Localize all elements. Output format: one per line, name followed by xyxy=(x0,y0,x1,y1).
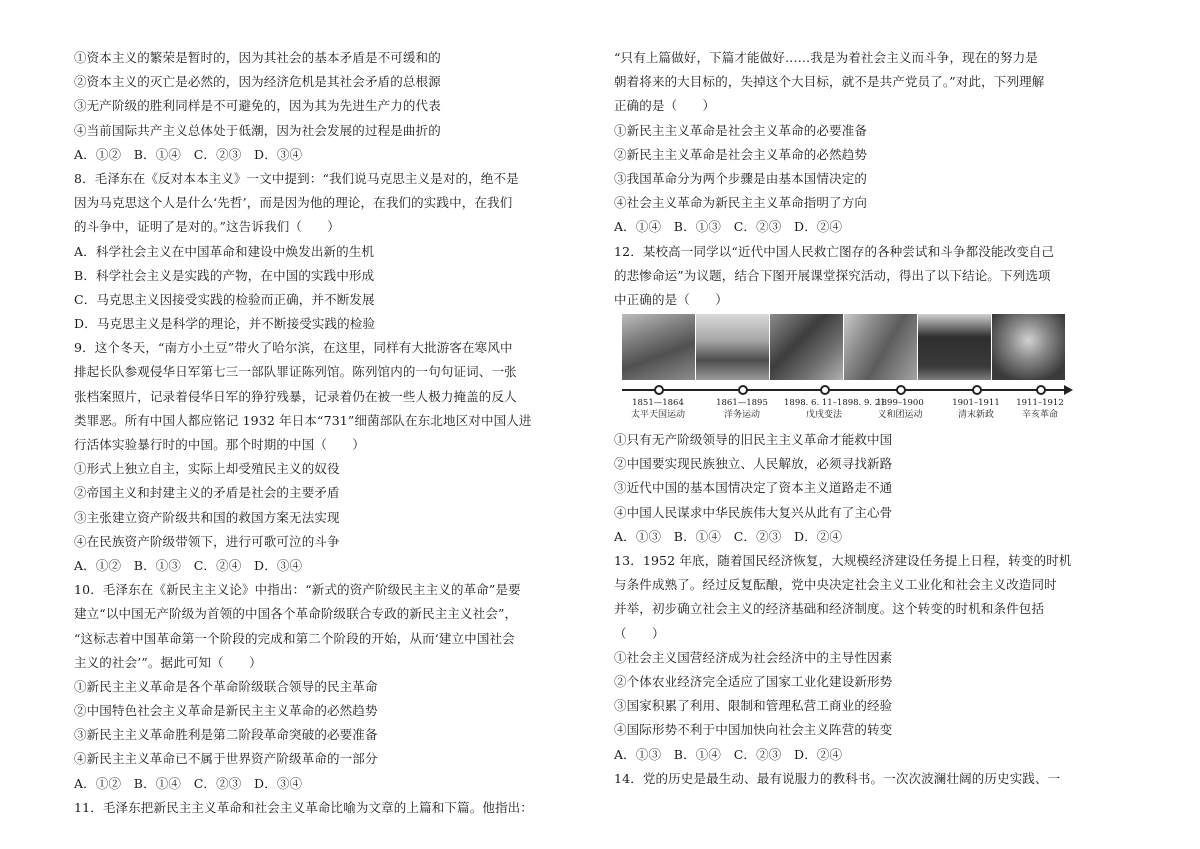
text-line: ③无产阶级的胜利同样是不可避免的，因为其为先进生产力的代表 xyxy=(74,98,441,114)
text-line: “这标志着中国革命第一个阶段的完成和第二个阶段的开始，从而‘建立中国社会 xyxy=(74,630,515,646)
timeline-date: 1911–1912 xyxy=(1016,398,1064,409)
timeline-marker xyxy=(738,385,748,395)
text-line: （ ） xyxy=(614,625,665,641)
option-line: C．马克思主义因接受实践的检验而正确，并不断发展 xyxy=(74,291,375,307)
answer-options: A．①③ B．①④ C．②③ D．②④ xyxy=(614,746,843,762)
timeline-event: 洋务运动 xyxy=(723,410,760,421)
boxer-photo xyxy=(844,314,918,380)
question-11-stem: 11．毛泽东把新民主主义革命和社会主义革命比喻为文章的上篇和下篇。他指出： xyxy=(74,799,533,815)
timeline-axis xyxy=(622,389,1066,391)
statement-line: ④在民族资产阶级带领下，进行可歌可泣的斗争 xyxy=(74,533,340,549)
option-line: D．马克思主义是科学的理论，并不断接受实践的检验 xyxy=(74,316,376,332)
text-line: 建立“以中国无产阶级为首领的中国各个革命阶级联合专政的新民主主义社会”， xyxy=(74,606,518,622)
statement-line: ②新民主主义革命是社会主义革命的必然趋势 xyxy=(614,146,868,162)
timeline-event: 戊戌变法 xyxy=(805,410,842,421)
text-line: 张档案照片，记录着侵华日军的狰狞残暴，记录着仍在被一些人极力掩盖的反人 xyxy=(74,388,517,404)
text-line: 类罪恶。所有中国人都应铭记 1932 年日本“731”细菌部队在东北地区对中国人进 xyxy=(74,412,532,428)
timeline-label xyxy=(860,397,940,422)
timeline-label xyxy=(702,397,782,422)
statement-line: ①形式上独立自主，实际上却受殖民主义的奴役 xyxy=(74,461,340,477)
timeline-date: 1901–1911 xyxy=(952,398,1000,409)
timeline-label xyxy=(618,397,698,422)
statement-line: ②个体农业经济完全适应了国家工业化建设新形势 xyxy=(614,673,893,689)
answer-options: A．①④ B．①③ C．②③ D．②④ xyxy=(614,219,843,235)
timeline-label xyxy=(784,397,886,422)
text-line: 中正确的是（ ） xyxy=(614,291,728,307)
question-8-stem: 8．毛泽东在《反对本本主义》一文中提到：“我们说马克思主义是对的，绝不是 xyxy=(74,170,519,186)
text-line: 的斗争中，证明了是对的。”这告诉我们（ ） xyxy=(74,219,340,235)
text-line: 行活体实验暴行时的中国。那个时期的中国（ ） xyxy=(74,437,365,452)
statement-line: ①新民主主义革命是社会主义革命的必要准备 xyxy=(614,122,868,138)
timeline-marker xyxy=(820,385,830,395)
statement-line: ②中国要实现民族独立、人民解放，必须寻找新路 xyxy=(614,456,893,472)
statement-line: ③新民主主义革命胜利是第二阶段革命突破的必要准备 xyxy=(74,727,378,743)
taiping-photo xyxy=(622,314,696,380)
text-line: 主义的社会’”。据此可知（ ） xyxy=(74,654,262,670)
question-9-stem: 9．这个冬天，“南方小土豆”带火了哈尔滨，在这里，同样有大批游客在寒风中 xyxy=(74,340,513,356)
text-line: “只有上篇做好，下篇才能做好……我是为着社会主义而斗争，现在的努力是 xyxy=(614,50,1038,65)
text-line: 并举，初步确立社会主义的经济基础和经济制度。这个转变的时机和条件包括 xyxy=(614,601,1045,617)
text-line: 朝着将来的大目标的，失掉这个大目标，就不是共产党员了。”对此，下列理解 xyxy=(614,74,1045,90)
timeline-event: 太平天国运动 xyxy=(630,410,685,421)
text-line: 与条件成熟了。经过反复酝酿，党中央决定社会主义工业化和社会主义改造同时 xyxy=(614,577,1057,593)
historical-photo-strip xyxy=(622,314,1066,380)
text-line: 因为马克思这个人是什么‘先哲’，而是因为他的理论，在我们的实践中，在我们 xyxy=(74,195,513,211)
statement-line: ④社会主义革命为新民主主义革命指明了方向 xyxy=(614,195,868,211)
question-13-stem: 13．1952 年底，随着国民经济恢复，大规模经济建设任务提上日程，转变的时机 xyxy=(614,553,1072,568)
answer-options: A．①② B．①④ C．②③ D．③④ xyxy=(74,775,303,791)
statement-line: ①新民主主义革命是各个革命阶级联合领导的民主革命 xyxy=(74,678,378,694)
reform-photo xyxy=(770,314,844,380)
statement-line: ②中国特色社会主义革命是新民主主义革命的必然趋势 xyxy=(74,703,378,719)
left-column xyxy=(74,46,536,820)
option-line: A．科学社会主义在中国革命和建设中焕发出新的生机 xyxy=(74,243,375,259)
answer-options: A．①② B．①③ C．②④ D．③④ xyxy=(74,557,303,573)
timeline-date: 1899–1900 xyxy=(876,398,924,409)
timeline-marker xyxy=(1036,385,1046,395)
question-14-stem: 14．党的历史是最生动、最有说服力的教科书。一次次波澜壮阔的历史实践、一 xyxy=(614,770,1061,786)
statement-line: ④中国人民谋求中华民族伟大复兴从此有了主心骨 xyxy=(614,504,893,520)
answer-options: A．①② B．①④ C．②③ D．③④ xyxy=(74,146,303,162)
timeline-event: 义和团运动 xyxy=(877,410,923,421)
timeline-event: 清末新政 xyxy=(957,410,994,421)
text-line: ①资本主义的繁荣是暂时的，因为其社会的基本矛盾是不可缓和的 xyxy=(74,50,441,65)
statement-line: ①只有无产阶级领导的旧民主主义革命才能救中国 xyxy=(614,432,893,448)
text-line: 正确的是（ ） xyxy=(614,98,716,114)
statement-line: ②帝国主义和封建主义的矛盾是社会的主要矛盾 xyxy=(74,485,340,501)
revolution-portrait-photo xyxy=(992,314,1066,380)
timeline-marker xyxy=(654,385,664,395)
statement-line: ③主张建立资产阶级共和国的救国方案无法实现 xyxy=(74,509,340,525)
text-line: 的悲惨命运”为议题，结合下图开展课堂探究活动，得出了以下结论。下列选项 xyxy=(614,267,1051,283)
westernization-photo xyxy=(696,314,770,380)
right-column xyxy=(614,46,1074,791)
timeline-date: 1851—1864 xyxy=(632,398,684,409)
statement-line: ④国际形势不利于中国加快向社会主义阵营的转变 xyxy=(614,722,893,738)
statement-line: ④新民主主义革命已不属于世界资产阶级革命的一部分 xyxy=(74,751,378,767)
statement-line: ③我国革命分为两个步骤是由基本国情决定的 xyxy=(614,170,868,186)
timeline-event: 辛亥革命 xyxy=(1021,410,1058,421)
statement-line: ③国家积累了利用、限制和管理私营工商业的经验 xyxy=(614,698,893,714)
timeline-date: 1861—1895 xyxy=(716,398,768,409)
new-policy-photo xyxy=(918,314,992,380)
statement-line: ①社会主义国营经济成为社会经济中的主导性因素 xyxy=(614,649,893,665)
text-line: 排起长队参观侵华日军第七三一部队罪证陈列馆。陈列馆内的一句句证词、一张 xyxy=(74,364,517,380)
text-line: ②资本主义的灭亡是必然的，因为经济危机是其社会矛盾的总根源 xyxy=(74,74,441,90)
timeline-marker xyxy=(896,385,906,395)
question-12-stem: 12．某校高一同学以“近代中国人民救亡图存的各种尝试和斗争都没能改变自己 xyxy=(614,243,1055,259)
answer-options: A．①③ B．①④ C．②③ D．②④ xyxy=(614,528,843,544)
history-timeline-figure xyxy=(622,314,1074,428)
timeline-label xyxy=(1000,397,1080,422)
timeline-date: 1898. 6. 11–1898. 9. 21 xyxy=(784,398,886,409)
timeline-arrow-icon xyxy=(1064,385,1073,395)
timeline-marker xyxy=(972,385,982,395)
question-10-stem: 10．毛泽东在《新民主主义论》中指出：“新式的资产阶级民主主义的革命”是要 xyxy=(74,582,521,598)
statement-line: ③近代中国的基本国情决定了资本主义道路走不通 xyxy=(614,480,893,496)
option-line: B．科学社会主义是实践的产物，在中国的实践中形成 xyxy=(74,267,375,283)
text-line: ④当前国际共产主义总体处于低潮，因为社会发展的过程是曲折的 xyxy=(74,122,441,138)
